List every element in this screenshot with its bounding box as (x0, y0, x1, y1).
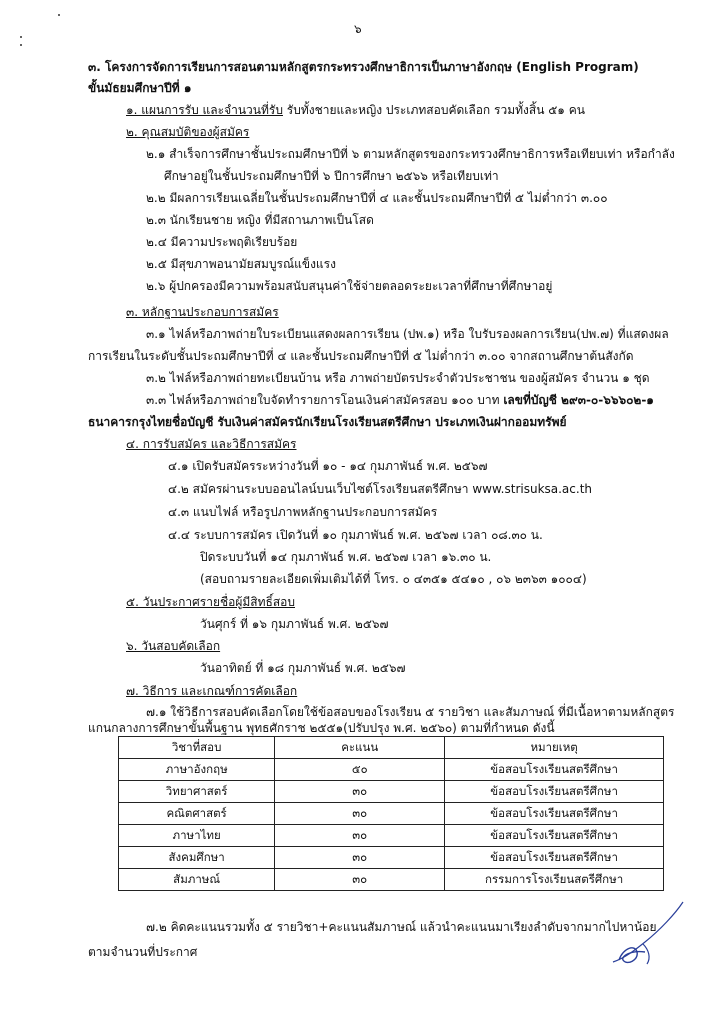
subject-cell: คณิตศาสตร์ (119, 803, 275, 825)
item-2-5: ๒.๕ มีสุขภาพอนามัยสมบูรณ์แข็งแรง (146, 257, 336, 271)
table-header-row (119, 737, 664, 759)
item-4-4: ๔.๔ ระบบการสมัคร เปิดวันที่ ๑๐ กุมภาพันธ์ พ.ศ. ๒๕๖๗ เวลา ๐๘.๓๐ น. (168, 528, 543, 542)
scan-speck (20, 44, 22, 46)
score-cell: ๓๐ (275, 869, 445, 891)
item-4-4-contact: (สอบถามรายละเอียดเพิ่มเติมได้ที่ โทร. ๐ ๔๓๕๑ ๕๔๑๐ , ๐๖ ๒๓๖๓ ๑๐๐๔) (200, 572, 587, 586)
item-1-label: ๑. แผนการรับ และจำนวนที่รับ (126, 103, 283, 117)
subject-cell: วิทยาศาสตร์ (119, 781, 275, 803)
score-cell: ๓๐ (275, 781, 445, 803)
item-3-3-text: ๓.๓ ไฟล์หรือภาพถ่ายใบจัดทำรายการโอนเงินค่าสมัครสอบ ๑๐๐ บาท (146, 393, 504, 407)
item-7-2-cont: ตามจำนวนที่ประกาศ (88, 945, 198, 959)
item-2-3: ๒.๓ นักเรียนชาย หญิง ที่มีสถานภาพเป็นโสด (146, 213, 374, 227)
bank-account-number: เลขที่บัญชี ๒๙๓-๐-๖๖๖๐๒-๑ (503, 393, 654, 407)
item-3-1-cont: การเรียนในระดับชั้นประถมศึกษาปีที่ ๔ และชั้นประถมศึกษาปีที่ ๕ ไม่ต่ำกว่า ๓.๐๐ จากสถานศึกษาต้นสังกัด (88, 349, 634, 363)
score-cell: ๓๐ (275, 847, 445, 869)
item-3-3 (146, 392, 654, 408)
score-cell: ๓๐ (275, 803, 445, 825)
scan-speck (58, 14, 60, 16)
item-4-4-close: ปิดระบบวันที่ ๑๔ กุมภาพันธ์ พ.ศ. ๒๕๖๗ เวลา ๑๖.๓๐ น. (200, 550, 492, 564)
item-2-label: ๒. คุณสมบัติของผู้สมัคร (126, 125, 250, 139)
table-row (119, 803, 664, 825)
remark-cell: ข้อสอบโรงเรียนสตรีศึกษา (445, 825, 664, 847)
page-number: ๖ (354, 22, 362, 36)
item-4-label: ๔. การรับสมัคร และวิธีการสมัคร (126, 437, 297, 451)
bank-account-name: ธนาคารกรุงไทยชื่อบัญชี รับเงินค่าสมัครนักเรียนโรงเรียนสตรีศึกษา ประเภทเงินฝากออมทรัพย์ (88, 415, 567, 429)
item-7-1-cont: แกนกลางการศึกษาขั้นพื้นฐาน พุทธศักราช ๒๕๕๑(ปรับปรุง พ.ศ. ๒๕๖๐) ตามที่กำหนด ดังนี้ (88, 721, 555, 735)
remark-cell: ข้อสอบโรงเรียนสตรีศึกษา (445, 759, 664, 781)
table-row (119, 759, 664, 781)
table-row (119, 781, 664, 803)
item-4-1: ๔.๑ เปิดรับสมัครระหว่างวันที่ ๑๐ - ๑๔ กุมภาพันธ์ พ.ศ. ๒๕๖๗ (168, 459, 488, 473)
column-header-remark: หมายเหตุ (445, 737, 664, 759)
score-cell: ๕๐ (275, 759, 445, 781)
item-4-3: ๔.๓ แนบไฟล์ หรือรูปภาพหลักฐานประกอบการสมัคร (168, 505, 438, 519)
item-1-text: รับทั้งชายและหญิง ประเภทสอบคัดเลือก รวมทั้งสิ้น ๕๑ คน (282, 103, 585, 117)
item-5-label: ๕. วันประกาศรายชื่อผู้มีสิทธิ์สอบ (126, 595, 295, 609)
signature-mark (605, 900, 695, 970)
section-heading: ๓. โครงการจัดการเรียนการสอนตามหลักสูตรกระทรวงศึกษาธิการเป็นภาษาอังกฤษ (English Program) (88, 60, 639, 74)
item-3-2: ๓.๒ ไฟล์หรือภาพถ่ายทะเบียนบ้าน หรือ ภาพถ่ายบัตรประจำตัวประชาชน ของผู้สมัคร จำนวน ๑ ชุด (146, 371, 650, 385)
table-row (119, 825, 664, 847)
remark-cell: กรรมการโรงเรียนสตรีศึกษา (445, 869, 664, 891)
subject-cell: สังคมศึกษา (119, 847, 275, 869)
item-2-4: ๒.๔ มีความประพฤติเรียบร้อย (146, 235, 298, 249)
item-4-2: ๔.๒ สมัครผ่านระบบออนไลน์บนเว็บไซต์โรงเรียนสตรีศึกษา www.strisuksa.ac.th (168, 482, 593, 496)
item-3-1: ๓.๑ ไฟล์หรือภาพถ่ายใบระเบียนแสดงผลการเรียน (ปพ.๑) หรือ ใบรับรองผลการเรียน(ปพ.๗) ที่แสดงผล (146, 327, 669, 341)
score-cell: ๓๐ (275, 825, 445, 847)
item-5-date: วันศุกร์ ที่ ๑๖ กุมภาพันธ์ พ.ศ. ๒๕๖๗ (200, 617, 389, 631)
item-6-label: ๖. วันสอบคัดเลือก (126, 639, 221, 653)
item-2-6: ๒.๖ ผู้ปกครองมีความพร้อมสนับสนุนค่าใช้จ่ายตลอดระยะเวลาที่ศึกษาที่ศึกษาอยู่ (146, 279, 553, 293)
subject-cell: สัมภาษณ์ (119, 869, 275, 891)
item-6-date: วันอาทิตย์ ที่ ๑๘ กุมภาพันธ์ พ.ศ. ๒๕๖๗ (200, 661, 406, 675)
section-heading-grade: ขั้นมัธยมศึกษาปีที่ ๑ (88, 81, 192, 95)
item-7-2: ๗.๒ คิดคะแนนรวมทั้ง ๕ รายวิชา+คะแนนสัมภาษณ์ แล้วนำคะแนนมาเรียงลำดับจากมากไปหาน้อย (146, 920, 657, 934)
scan-speck (20, 36, 22, 38)
table-row (119, 847, 664, 869)
item-7-label: ๗. วิธีการ และเกณฑ์การคัดเลือก (126, 684, 298, 698)
remark-cell: ข้อสอบโรงเรียนสตรีศึกษา (445, 803, 664, 825)
column-header-subject: วิชาที่สอบ (119, 737, 275, 759)
item-3-label: ๓. หลักฐานประกอบการสมัคร (126, 305, 279, 319)
remark-cell: ข้อสอบโรงเรียนสตรีศึกษา (445, 781, 664, 803)
item-2-1: ๒.๑ สำเร็จการศึกษาชั้นประถมศึกษาปีที่ ๖ ตามหลักสูตรของกระทรวงศึกษาธิการหรือเทียบเท่า หรือกำลัง (146, 147, 675, 161)
subject-cell: ภาษาอังกฤษ (119, 759, 275, 781)
column-header-score: คะแนน (275, 737, 445, 759)
item-2-2: ๒.๒ มีผลการเรียนเฉลี่ยในชั้นประถมศึกษาปีที่ ๔ และชั้นประถมศึกษาปีที่ ๕ ไม่ต่ำกว่า ๓.๐๐ (146, 191, 608, 205)
table-row (119, 869, 664, 891)
remark-cell: ข้อสอบโรงเรียนสตรีศึกษา (445, 847, 664, 869)
item-7-1: ๗.๑ ใช้วิธีการสอบคัดเลือกโดยใช้ข้อสอบของโรงเรียน ๕ รายวิชา และสัมภาษณ์ ที่มีเนื้อหาตามหลักสูตร (146, 705, 675, 719)
item-1 (126, 102, 585, 118)
subject-cell: ภาษาไทย (119, 825, 275, 847)
exam-score-table (118, 736, 664, 891)
item-2-1-cont: ศึกษาอยู่ในชั้นประถมศึกษาปีที่ ๖ ปีการศึกษา ๒๕๖๖ หรือเทียบเท่า (164, 169, 499, 183)
